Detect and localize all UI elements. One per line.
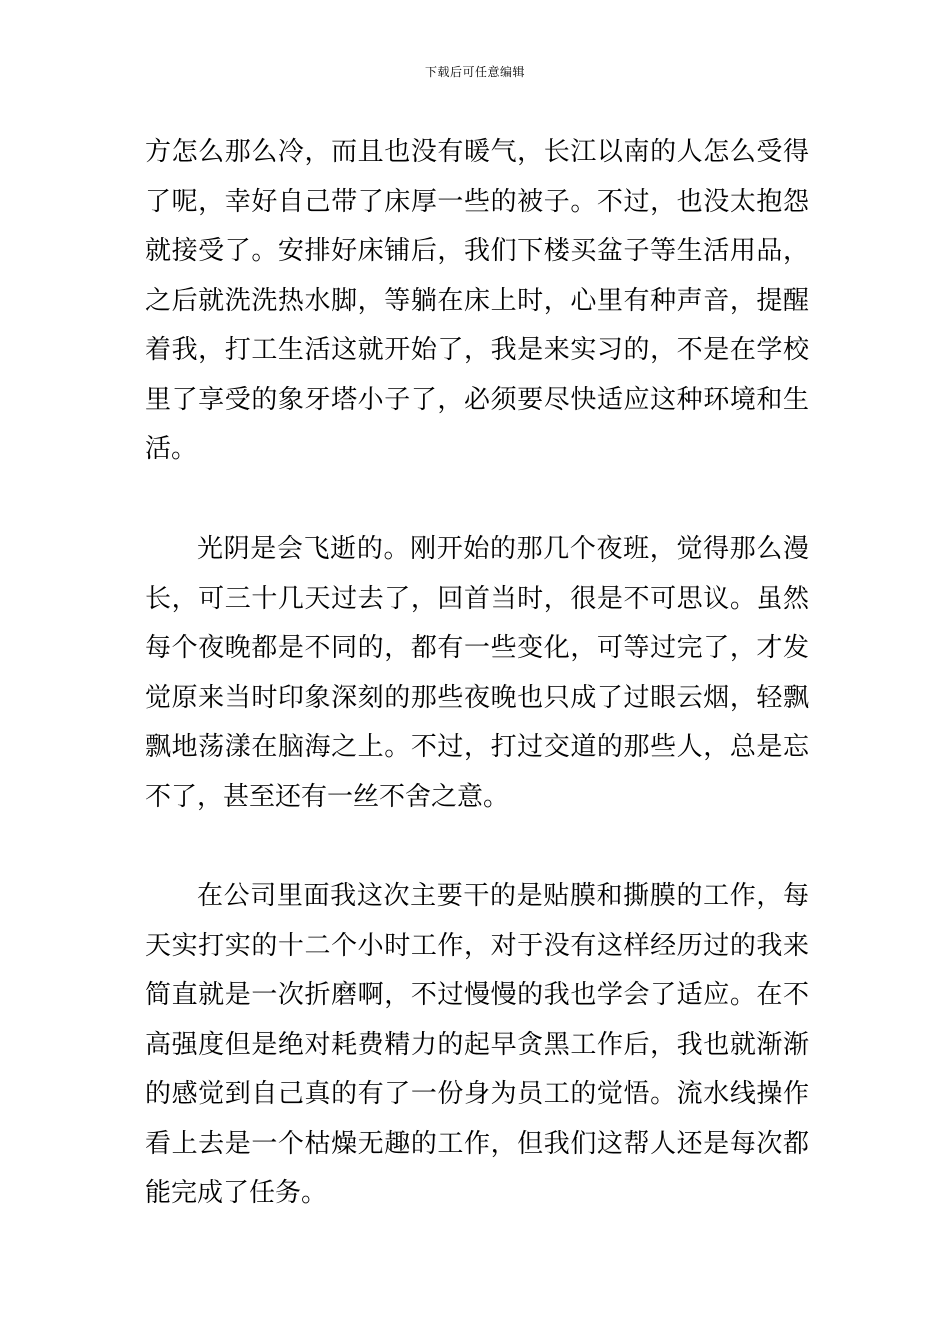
paragraph-time-passing: 光阴是会飞逝的。刚开始的那几个夜班，觉得那么漫长，可三十几天过去了，回首当时，很是不可思议。虽然每个夜晚都是不同的，都有一些变化，可等过完了，才发觉原来当时印象深刻的那些夜晚也只成了过眼云烟，轻飘飘地荡漾在脑海之上。不过，打过交道的那些人，总是忘不了，甚至还有一丝不舍之意。 <box>145 534 809 812</box>
paragraph-continuation: 方怎么那么冷，而且也没有暖气，长江以南的人怎么受得了呢，幸好自己带了床厚一些的被子。不过，也没太抱怨就接受了。安排好床铺后，我们下楼买盆子等生活用品，之后就洗洗热水脚，等躺在床上时，心里有种声音，提醒着我，打工生活这就开始了，我是来实习的，不是在学校里了享受的象牙塔小子了，必须要尽快适应这种环境和生活。 <box>145 137 809 464</box>
page-header: 下载后可任意编辑 <box>424 65 525 79</box>
paragraph-work-duties: 在公司里面我这次主要干的是贴膜和撕膜的工作，每天实打实的十二个小时工作，对于没有这样经历过的我来简直就是一次折磨啊，不过慢慢的我也学会了适应。在不高强度但是绝对耗费精力的起早贪黑工作后，我也就渐渐的感觉到自己真的有了一份身为员工的觉悟。流水线操作看上去是一个枯燥无趣的工作，但我们这帮人还是每次都能完成了任务。 <box>145 881 809 1208</box>
